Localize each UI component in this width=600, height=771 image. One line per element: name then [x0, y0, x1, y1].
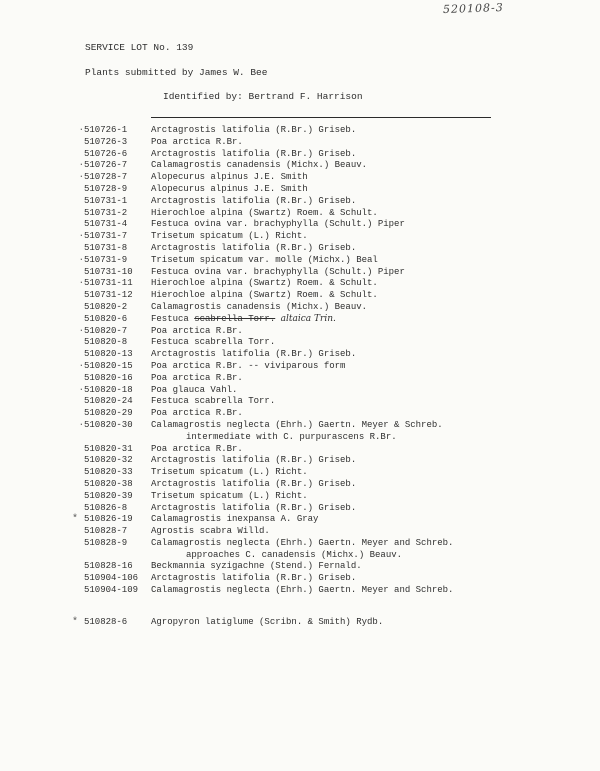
specimen-number: 510820-13: [84, 349, 133, 360]
specimen-name: Poa arctica R.Br.: [151, 325, 243, 336]
specimen-name: Arctagrostis latifolia (R.Br.) Griseb.: [151, 455, 357, 466]
specimen-name: Trisetum spicatum (L.) Richt.: [151, 231, 308, 242]
specimen-number: 510820-7: [84, 325, 128, 336]
row-mark: ·: [78, 384, 84, 395]
specimen-name: Poa arctica R.Br.: [151, 372, 243, 383]
specimen-row: [0, 361, 600, 373]
row-mark: ·: [78, 231, 84, 242]
row-mark: ·: [78, 172, 84, 183]
specimen-number: 510726-6: [84, 148, 128, 159]
identified-by-line: Identified by: Bertrand F. Harrison: [163, 91, 363, 102]
specimen-row: [0, 385, 600, 397]
specimen-row: [0, 267, 600, 279]
specimen-number: 510820-8: [84, 337, 128, 348]
specimen-number: 510731-7: [84, 231, 128, 242]
specimen-row: [0, 396, 600, 408]
specimen-name: Hierochloe alpina (Swartz) Roem. & Schult.: [151, 207, 378, 218]
specimen-name: [151, 314, 336, 326]
specimen-name: Poa arctica R.Br.: [151, 136, 243, 147]
specimen-row-continuation: [0, 432, 600, 444]
specimen-name: Festuca scabrella Torr.: [151, 337, 276, 348]
specimen-number: 510820-39: [84, 490, 133, 501]
specimen-name: Arctagrostis latifolia (R.Br.) Griseb.: [151, 502, 357, 513]
specimen-number: 510820-31: [84, 443, 133, 454]
specimen-row: [0, 231, 600, 243]
row-mark: ·: [78, 360, 84, 371]
specimen-number: 510728-9: [84, 183, 128, 194]
specimen-list: [0, 125, 600, 629]
specimen-row: [0, 467, 600, 479]
specimen-name: Arctagrostis latifolia (R.Br.) Griseb.: [151, 148, 357, 159]
specimen-row: [0, 125, 600, 137]
specimen-row: [0, 184, 600, 196]
specimen-name: Hierochloe alpina (Swartz) Roem. & Schult.: [151, 278, 378, 289]
specimen-number: 510726-1: [84, 125, 128, 135]
specimen-number: 510820-29: [84, 408, 133, 419]
specimen-name: Hierochloe alpina (Swartz) Roem. & Schult.: [151, 290, 378, 301]
specimen-name: Poa arctica R.Br.: [151, 443, 243, 454]
specimen-number: 510726-7: [84, 160, 128, 171]
specimen-name: Arctagrostis latifolia (R.Br.) Griseb.: [151, 573, 357, 584]
specimen-number: 510820-15: [84, 360, 133, 371]
specimen-number: 510726-3: [84, 136, 128, 147]
specimen-row: [0, 503, 600, 515]
specimen-row: [0, 538, 600, 550]
service-lot-heading: SERVICE LOT No. 139: [85, 42, 194, 53]
spacer: [0, 597, 600, 617]
specimen-number: 510731-11: [84, 278, 133, 289]
specimen-number: 510826-8: [84, 502, 128, 513]
specimen-name: Calamagrostis inexpansa A. Gray: [151, 514, 319, 525]
specimen-name: Calamagrostis neglecta (Ehrh.) Gaertn. Meyer and Schreb.: [151, 585, 454, 596]
specimen-name: Trisetum spicatum (L.) Richt.: [151, 490, 308, 501]
specimen-row: [0, 278, 600, 290]
specimen-row: [0, 573, 600, 585]
specimen-name: Beckmannia syzigachne (Stend.) Fernald.: [151, 561, 362, 572]
specimen-number: 510820-32: [84, 455, 133, 466]
specimen-number: 510826-19: [84, 514, 133, 525]
specimen-row: [0, 514, 600, 526]
submitted-by-line: Plants submitted by James W. Bee: [85, 67, 268, 78]
specimen-number: 510820-33: [84, 467, 133, 478]
specimen-name: Arctagrostis latifolia (R.Br.) Griseb.: [151, 125, 357, 135]
specimen-number: 510828-9: [84, 537, 128, 548]
specimen-row: [0, 491, 600, 503]
specimen-number: 510820-30: [84, 419, 133, 430]
row-mark: ·: [78, 125, 84, 135]
specimen-row: [0, 302, 600, 314]
specimen-row: [0, 290, 600, 302]
specimen-name: Arctagrostis latifolia (R.Br.) Griseb.: [151, 195, 357, 206]
specimen-row: [0, 526, 600, 538]
specimen-row: [0, 172, 600, 184]
specimen-name: Festuca ovina var. brachyphylla (Schult.) Piper: [151, 219, 405, 230]
specimen-name: Calamagrostis neglecta (Ehrh.) Gaertn. Meyer and Schreb.: [151, 537, 454, 548]
specimen-row: [0, 585, 600, 597]
genus-text: Festuca: [151, 313, 189, 324]
specimen-row: [0, 196, 600, 208]
specimen-row: [0, 349, 600, 361]
specimen-row-corrected: [0, 314, 600, 326]
specimen-number: 510731-10: [84, 266, 133, 277]
specimen-number: 510820-16: [84, 372, 133, 383]
specimen-number: 510904-109: [84, 585, 139, 596]
specimen-number: 510731-8: [84, 242, 128, 253]
row-mark: ·: [78, 254, 84, 265]
row-mark: ·: [78, 419, 84, 430]
specimen-name: Poa glauca Vahl.: [151, 384, 238, 395]
row-mark: ·: [78, 278, 84, 289]
specimen-name: Trisetum spicatum var. molle (Michx.) Beal: [151, 254, 378, 265]
specimen-note: intermediate with C. purpurascens R.Br.: [186, 431, 397, 442]
struck-epithet: scabrella Torr.: [194, 313, 276, 324]
specimen-row: [0, 219, 600, 231]
specimen-number: 510731-9: [84, 254, 128, 265]
specimen-number: 510820-6: [84, 313, 128, 324]
specimen-row: [0, 420, 600, 432]
specimen-row: [0, 444, 600, 456]
specimen-number: 510728-7: [84, 172, 128, 183]
specimen-row: [0, 337, 600, 349]
specimen-row: [0, 561, 600, 573]
specimen-row: [0, 137, 600, 149]
specimen-name: Calamagrostis neglecta (Ehrh.) Gaertn. Meyer & Schreb.: [151, 419, 443, 430]
specimen-number: 510731-12: [84, 290, 133, 301]
specimen-name: Agrostis scabra Willd.: [151, 526, 270, 537]
specimen-name: Alopecurus alpinus J.E. Smith: [151, 183, 308, 194]
row-mark: ·: [78, 160, 84, 171]
specimen-name: Arctagrostis latifolia (R.Br.) Griseb.: [151, 242, 357, 253]
specimen-list-part-1: [0, 125, 600, 314]
specimen-number: 510828-6: [84, 616, 128, 627]
specimen-number: 510731-2: [84, 207, 128, 218]
specimen-name: Poa arctica R.Br.: [151, 408, 243, 419]
specimen-number: 510820-38: [84, 478, 133, 489]
specimen-row: [0, 455, 600, 467]
specimen-name: Festuca ovina var. brachyphylla (Schult.) Piper: [151, 266, 405, 277]
row-mark: *: [71, 514, 78, 526]
specimen-number: 510904-106: [84, 573, 139, 584]
specimen-name: Festuca scabrella Torr.: [151, 396, 276, 407]
specimen-note: approaches C. canadensis (Michx.) Beauv.: [186, 549, 403, 560]
specimen-name: Arctagrostis latifolia (R.Br.) Griseb.: [151, 478, 357, 489]
specimen-row-continuation: [0, 550, 600, 562]
specimen-row: [0, 326, 600, 338]
specimen-row: [0, 243, 600, 255]
specimen-name: Alopecurus alpinus J.E. Smith: [151, 172, 308, 183]
specimen-name: Poa arctica R.Br. -- viviparous form: [151, 360, 346, 371]
specimen-row: [0, 208, 600, 220]
handwritten-correction: altaica Trin.: [280, 313, 336, 324]
specimen-row: [0, 373, 600, 385]
specimen-number: 510731-1: [84, 195, 128, 206]
specimen-number: 510828-16: [84, 561, 133, 572]
handwritten-accession-number: 520108-3: [443, 0, 505, 17]
specimen-row: [0, 255, 600, 267]
specimen-name: Arctagrostis latifolia (R.Br.) Griseb.: [151, 349, 357, 360]
specimen-name: Calamagrostis canadensis (Michx.) Beauv.: [151, 160, 368, 171]
specimen-name: Calamagrostis canadensis (Michx.) Beauv.: [151, 301, 368, 312]
row-mark: *: [71, 616, 78, 628]
specimen-list-part-2: [0, 326, 600, 597]
specimen-row: [0, 160, 600, 172]
specimen-number: 510828-7: [84, 526, 128, 537]
specimen-name: Trisetum spicatum (L.) Richt.: [151, 467, 308, 478]
specimen-number: 510820-18: [84, 384, 133, 395]
specimen-row: [0, 479, 600, 491]
specimen-number: 510820-2: [84, 301, 128, 312]
specimen-name: Agropyron latiglume (Scribn. & Smith) Rydb.: [151, 616, 384, 627]
row-mark: ·: [78, 325, 84, 336]
specimen-number: 510820-24: [84, 396, 133, 407]
specimen-row: [0, 408, 600, 420]
specimen-row: [0, 149, 600, 161]
specimen-number: 510731-4: [84, 219, 128, 230]
header-divider: [151, 117, 491, 118]
specimen-row-footer: [0, 617, 600, 629]
